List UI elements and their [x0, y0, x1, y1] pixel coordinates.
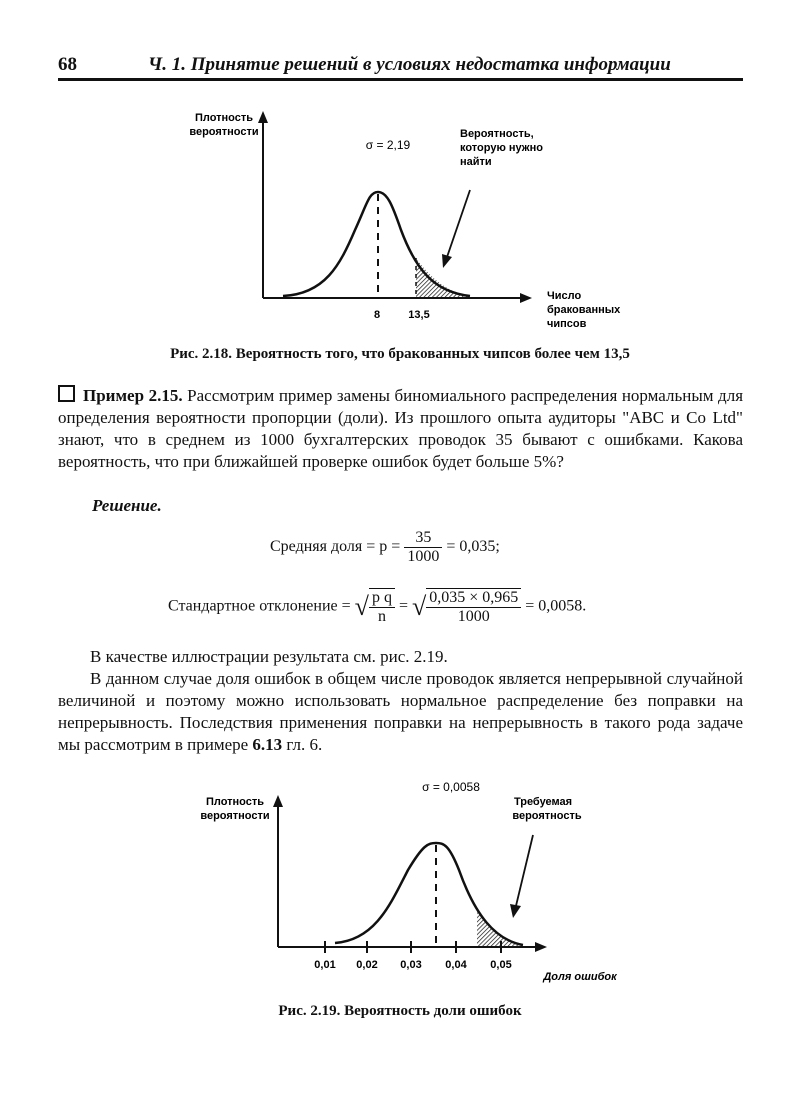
y-label-1: Плотность	[194, 112, 254, 124]
x-axis-arrow	[520, 293, 532, 303]
formula2-frac1-denominator: n	[377, 608, 386, 625]
formula2-fraction-2	[426, 588, 521, 626]
annotation-arrow	[446, 190, 470, 260]
sigma-label: σ = 2,19	[365, 138, 411, 152]
formula1-numerator: 35	[404, 529, 442, 548]
checkbox-icon	[58, 385, 75, 402]
x-label-1: Число	[547, 290, 582, 302]
x-tick-label: 0,01	[314, 959, 336, 971]
example-text: Рассмотрим пример замены биномиального распределения нормальным для определения вероятности пропорции (доли). Из прошлого опыта аудиторы "ABC и Co Ltd" знают, что в среднем из 1000 бухгалтерских проводок 35 бывают с ошибками. Какова вероятность, что при ближайшей проверке ошибок будет больше 5%?	[58, 386, 744, 471]
x-axis-arrow	[535, 942, 547, 952]
sigma-label: σ = 0,0058	[422, 780, 480, 794]
paragraph-2-ref: 6.13	[252, 735, 283, 754]
paragraph-2-end: гл. 6.	[282, 735, 323, 754]
x-label: Доля ошибок	[543, 971, 617, 983]
normal-curve	[283, 192, 470, 296]
figure-2-19	[195, 775, 635, 995]
y-label-2: вероятности	[189, 126, 259, 138]
x-tick-label: 0,02	[356, 959, 378, 971]
figure-2-18	[170, 105, 640, 335]
y-axis-arrow	[258, 111, 268, 123]
x-tick-label: 0,04	[445, 959, 467, 971]
annotation-1: Вероятность,	[460, 128, 534, 140]
annotation-3: найти	[460, 156, 492, 168]
running-head: Ч. 1. Принятие решений в условиях недостатка информации	[148, 54, 671, 75]
tick-cut: 13,5	[408, 309, 430, 321]
formula-std-dev	[168, 588, 586, 626]
example-paragraph	[58, 385, 743, 473]
formula2-fraction-1	[369, 588, 395, 626]
formula1-prefix: Средняя доля = p =	[270, 538, 401, 556]
annotation-arrowhead	[510, 904, 521, 918]
formula2-equals: =	[398, 597, 408, 615]
x-label-3: чипсов	[547, 318, 587, 330]
y-axis-arrow	[273, 795, 283, 807]
x-tick-label: 0,05	[490, 959, 512, 971]
example-title: Пример 2.15.	[83, 386, 183, 405]
page-header	[58, 52, 743, 81]
sqrt-sign-2: √	[411, 592, 427, 621]
sqrt-sign-1: √	[354, 592, 369, 621]
annotation-arrow	[515, 835, 533, 910]
tick-mean: 8	[373, 309, 381, 321]
annotation-arrowhead	[442, 254, 452, 268]
formula2-frac2-denominator: 1000	[457, 608, 490, 625]
y-label-2: вероятности	[200, 810, 270, 822]
formula2-frac2-numerator: 0,035 × 0,965	[426, 588, 521, 608]
x-tick-label: 0,03	[400, 959, 422, 971]
paragraph-2-main: В данном случае доля ошибок в общем числе проводок является непрерывной случайной величиной и поэтому можно использовать нормальное распределение без поправки на непрерывность. Последствия применения поправки на непрерывность в такого рода задаче мы рассмотрим в примере	[58, 669, 743, 754]
figure-1-caption: Рис. 2.18. Вероятность того, что бракованных чипсов более чем 13,5	[170, 346, 630, 362]
annotation-2: вероятность	[512, 810, 582, 822]
paragraph-2	[58, 668, 743, 756]
annotation-2: которую нужно	[460, 142, 543, 154]
formula1-denominator: 1000	[407, 548, 440, 565]
y-label-1: Плотность	[205, 796, 265, 808]
annotation-1: Требуемая	[513, 796, 573, 808]
figure-2-caption: Рис. 2.19. Вероятность доли ошибок	[278, 1003, 522, 1019]
solution-label: Решение.	[92, 496, 162, 515]
x-label-2: бракованных	[547, 304, 621, 316]
normal-curve	[335, 843, 523, 945]
formula2-suffix: = 0,0058.	[525, 597, 587, 615]
formula-mean-share	[270, 529, 500, 566]
formula2-frac1-numerator: p q	[369, 588, 395, 608]
formula1-fraction	[404, 529, 442, 566]
formula1-suffix: = 0,035;	[446, 538, 500, 556]
paragraph-1: В качестве иллюстрации результата см. рис. 2.19.	[90, 647, 448, 666]
page-number: 68	[58, 54, 77, 75]
formula2-prefix: Стандартное отклонение =	[168, 597, 351, 615]
